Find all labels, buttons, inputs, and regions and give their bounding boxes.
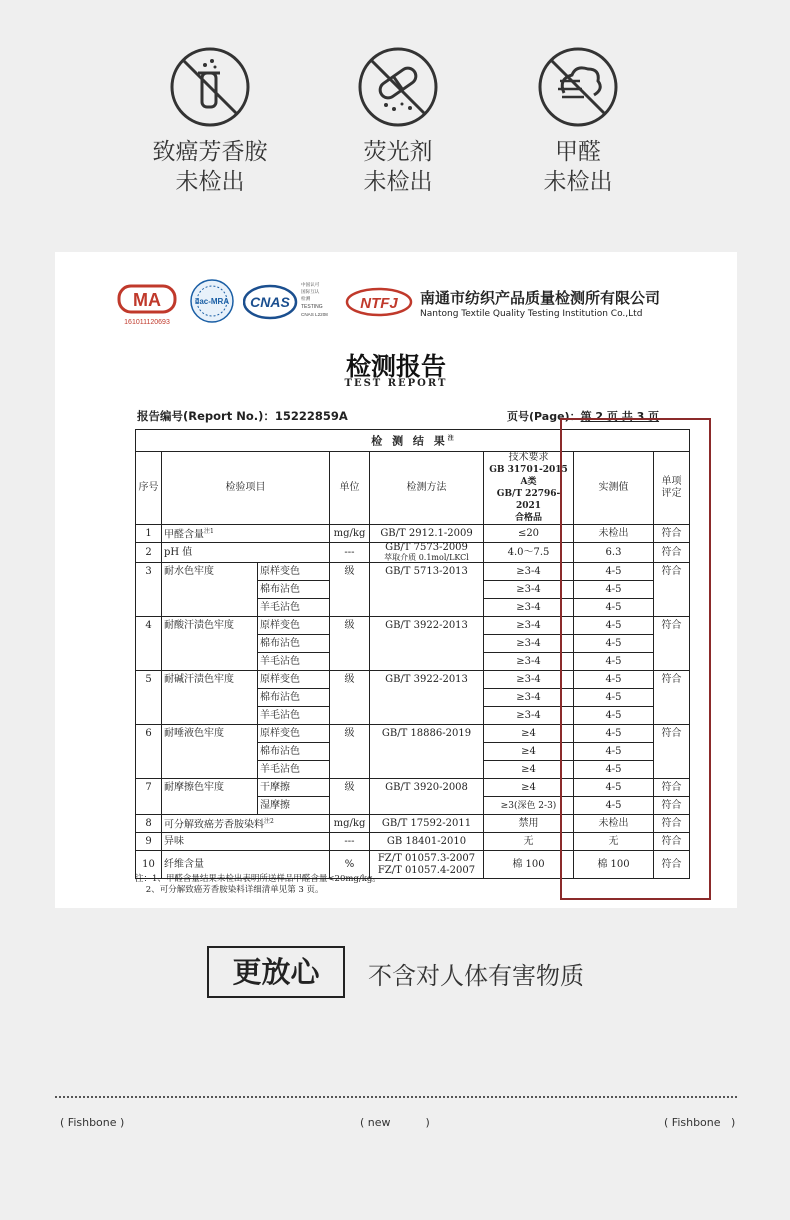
table-row: 棉布沾色 ≥4 4-5	[136, 743, 690, 761]
capsule-icon	[356, 45, 440, 129]
table-row: 2 pH 值 --- GB/T 7573-2009 萃取介质 0.1mol/LKCl 4.0～7.5 6.3 符合	[136, 543, 690, 563]
svg-text:CNAS: CNAS	[250, 294, 290, 310]
ilac-mra-logo	[189, 278, 235, 324]
feature-label: 甲醛	[555, 139, 601, 165]
svg-text:国际互认: 国际互认	[301, 290, 320, 295]
report-logos	[55, 252, 737, 342]
highlight-box	[560, 418, 711, 900]
table-row: 9 异味 --- GB 18401-2010 无 无 符合	[136, 833, 690, 851]
svg-text:MA: MA	[133, 290, 161, 310]
feature-formaldehyde	[488, 45, 668, 197]
tagline-text: 不含对人体有害物质	[368, 962, 584, 990]
tagline-badge: 更放心	[207, 946, 345, 998]
table-row: 3 耐水色牢度 原样变色 级 GB/T 5713-2013 ≥3-4 4-5 符合	[136, 563, 690, 581]
svg-text:中国认可: 中国认可	[301, 283, 320, 288]
report-subtitle: TEST REPORT	[344, 378, 448, 389]
col-method: 检测方法	[370, 452, 484, 525]
cnas-logo	[243, 280, 339, 324]
smell-icon	[536, 45, 620, 129]
institution-name-en: Nantong Textile Quality Testing Institution Co.,Ltd	[420, 309, 643, 319]
feature-label: 荧光剂	[363, 139, 433, 165]
report-page: 页号(Page)：第 2 页 共 3 页	[507, 410, 660, 423]
feature-strip	[0, 0, 790, 250]
table-row: 羊毛沾色 ≥4 4-5	[136, 761, 690, 779]
table-row: 10 纤维含量 % FZ/T 01057.3-2007 FZ/T 01057.4-2007 棉 100 棉 100 符合	[136, 851, 690, 879]
table-row: 7 耐摩擦色牢度 干摩擦 级 GB/T 3920-2008 ≥4 4-5 符合	[136, 779, 690, 797]
table-row: 1 甲醛含量$^{注1}$ mg/kg GB/T 2912.1-2009 ≤20 未检出 符合	[136, 525, 690, 543]
table-row: 湿摩擦 ≥3(深色 2-3) 4-5 符合	[136, 797, 690, 815]
col-requirement: 技术要求 GB 31701-2015 A类 GB/T 22796-2021 合格品	[484, 452, 574, 525]
table-caption: 检 测 结 果$^注$	[136, 430, 690, 452]
institution-name-cn: 南通市纺织产品质量检测所有限公司	[420, 289, 661, 307]
cma-logo	[117, 284, 177, 326]
footer-right: ( Fishbone )	[664, 1116, 736, 1129]
table-row: 羊毛沾色 ≥3-4 4-5	[136, 599, 690, 617]
table-row: 棉布沾色 ≥3-4 4-5	[136, 635, 690, 653]
feature-aromatic-amine	[120, 45, 300, 197]
table-row: 羊毛沾色 ≥3-4 4-5	[136, 653, 690, 671]
feature-fluorescent	[308, 45, 488, 197]
svg-text:检测: 检测	[301, 297, 311, 302]
ntfj-logo	[345, 286, 413, 318]
table-row: 8 可分解致癌芳香胺染料$^{注2}$ mg/kg GB/T 17592-2011 禁用 未检出 符合	[136, 815, 690, 833]
feature-status: 未检出	[175, 169, 245, 195]
col-item: 检验项目	[162, 452, 330, 525]
svg-text:ilac-MRA: ilac-MRA	[194, 297, 230, 306]
table-row: 5 耐碱汗渍色牢度 原样变色 级 GB/T 3922-2013 ≥3-4 4-5 符合	[136, 671, 690, 689]
col-unit: 单位	[330, 452, 370, 525]
test-tube-icon	[168, 45, 252, 129]
report-number: 报告编号(Report No.)：15222859A	[137, 409, 348, 423]
table-row: 棉布沾色 ≥3-4 4-5	[136, 689, 690, 707]
feature-status: 未检出	[543, 169, 613, 195]
feature-label: 致癌芳香胺	[152, 139, 268, 165]
col-no: 序号	[136, 452, 162, 525]
col-actual: 实测值	[574, 452, 654, 525]
report-title: 检测报告	[345, 352, 446, 381]
svg-text:TESTING: TESTING	[301, 304, 323, 310]
report-notes: 注：1、甲醛含量结果未检出表明所送样品甲醛含量<20mg/kg。 2、可分解致癌芳香胺染料详细清单见第 3 页。	[135, 874, 381, 895]
col-verdict: 单项 评定	[654, 452, 690, 525]
feature-status: 未检出	[363, 169, 433, 195]
table-row: 6 耐唾液色牢度 原样变色 级 GB/T 18886-2019 ≥4 4-5 符合	[136, 725, 690, 743]
svg-text:161011120693: 161011120693	[124, 319, 170, 326]
svg-text:CNAS L2208: CNAS L2208	[301, 312, 328, 317]
svg-text:NTFJ: NTFJ	[360, 295, 398, 312]
footer-left: ( Fishbone )	[60, 1116, 125, 1129]
table-row: 棉布沾色 ≥3-4 4-5	[136, 581, 690, 599]
table-row: 4 耐酸汗渍色牢度 原样变色 级 GB/T 3922-2013 ≥3-4 4-5 符合	[136, 617, 690, 635]
dotted-divider	[55, 1096, 737, 1098]
table-row: 羊毛沾色 ≥3-4 4-5	[136, 707, 690, 725]
footer-center: ( new )	[360, 1116, 430, 1129]
